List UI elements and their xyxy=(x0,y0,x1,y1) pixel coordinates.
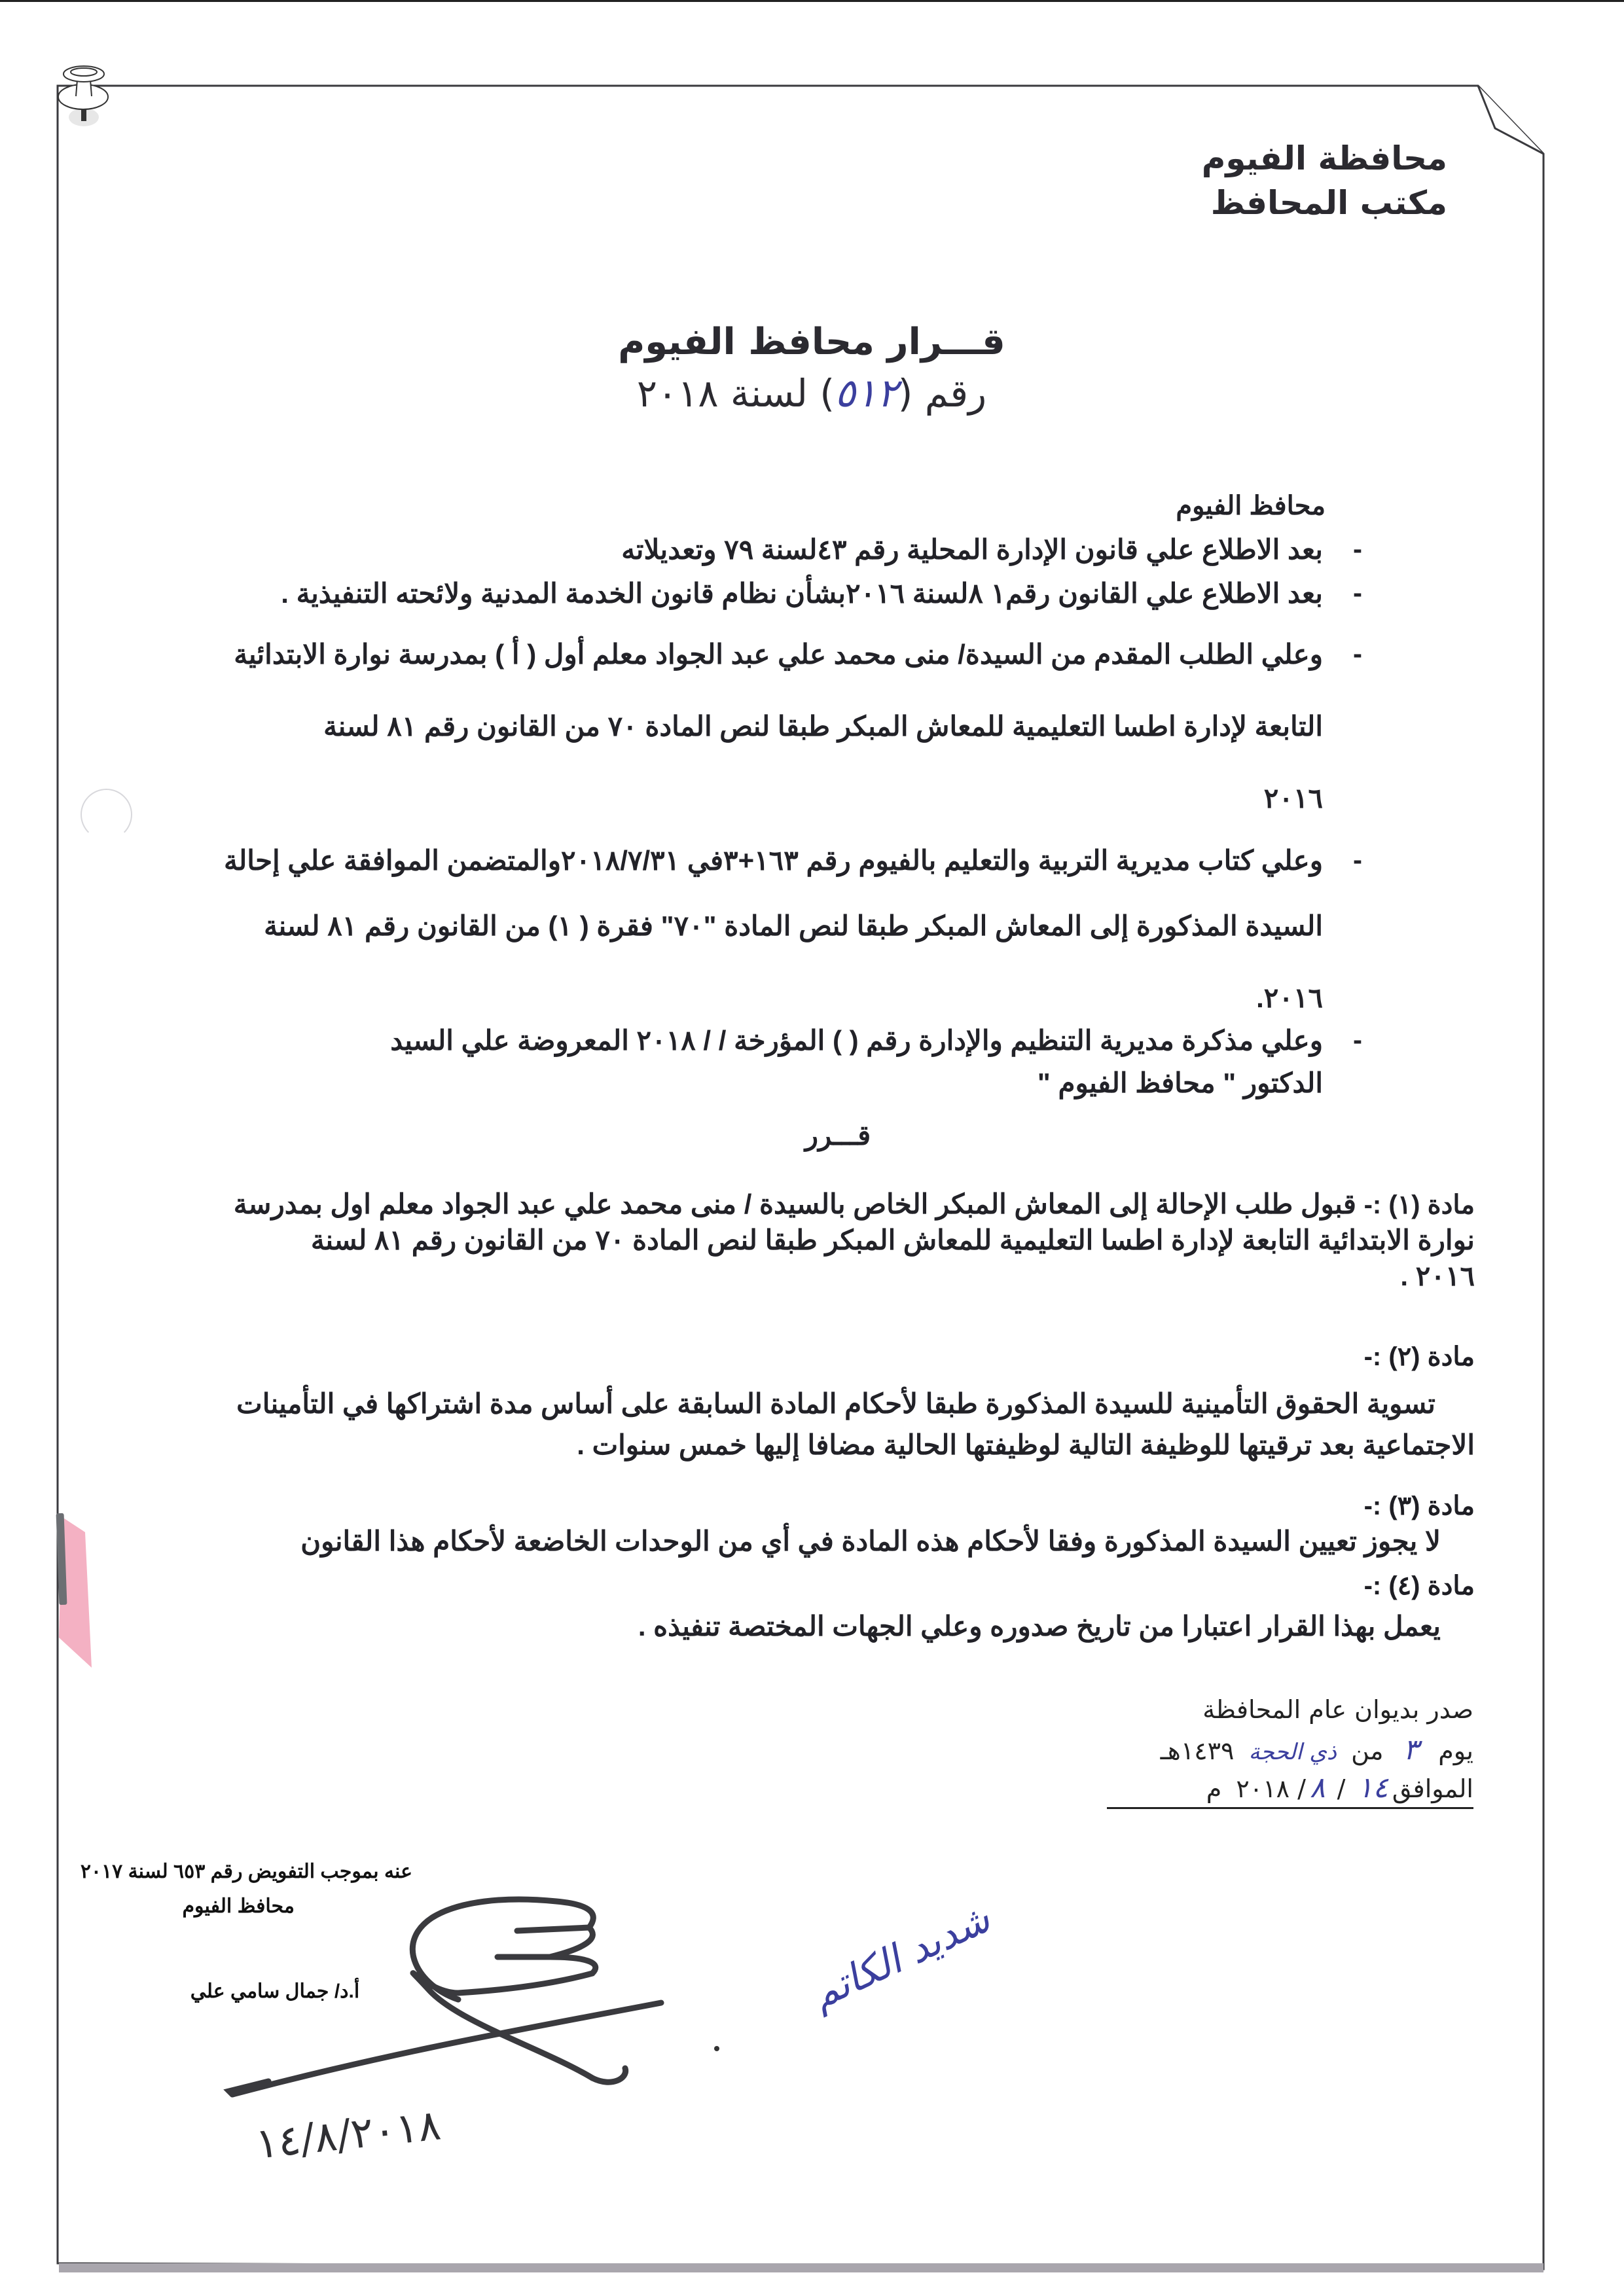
article-line: نوارة الابتدائية التابعة لإدارة اطسا التعليمية للمعاش المبكر طبقا لنص المادة ٧٠ من القانون رقم ٨١ لسنة xyxy=(310,1225,1475,1255)
frame-bottom-shadow xyxy=(59,2263,1543,2272)
article-2 xyxy=(159,1388,1475,1461)
preamble-item xyxy=(145,844,1362,1014)
bullet-dash: - xyxy=(1353,638,1362,669)
preamble-line: وعلي كتاب مديرية التربية والتعليم بالفيوم رقم ١٦٣+٣في ٢٠١٨/٧/٣١والمتضمن الموافقة علي إحالة xyxy=(223,845,1323,876)
push-pin-icon xyxy=(58,66,108,126)
preamble-line: ٢٠١٦. xyxy=(1256,982,1323,1013)
preamble-line: بعد الاطلاع علي القانون رقم١ ٨لسنة ٢٠١٦بشأن نظام قانون الخدمة المدنية ولائحته التنفيذية . xyxy=(281,578,1323,609)
preamble-line: بعد الاطلاع علي قانون الإدارة المحلية رقم ٤٣لسنة ٧٩ وتعديلاته xyxy=(621,534,1323,565)
preamble-line: الدكتور " محافظ الفيوم " xyxy=(1037,1067,1323,1098)
decree-number-line xyxy=(537,370,1087,416)
article-4 xyxy=(638,1610,1441,1642)
date-separator: / xyxy=(1337,1774,1346,1803)
article-line: الاجتماعية بعد ترقيتها للوظيفة التالية لوظيفتها الحالية مضافا إليها خمس سنوات . xyxy=(577,1429,1475,1460)
article-label: مادة (١) :- xyxy=(1363,1191,1475,1219)
article-3 xyxy=(300,1525,1441,1557)
greg-day-handwritten: ١٤ xyxy=(1357,1771,1388,1804)
article-line xyxy=(159,1188,1475,1220)
decree-title: قـــرار محافظ الفيوم xyxy=(618,321,1005,363)
letterhead-governorate: محافظة الفيوم xyxy=(1201,139,1447,177)
preamble-line: التابعة لإدارة اطسا التعليمية للمعاش المبكر طبقا لنص المادة ٧٠ من القانون رقم ٨١ لسنة xyxy=(323,711,1323,742)
signature-handwritten-date: ١٤/٨/٢٠١٨ xyxy=(253,2101,443,2169)
article-line: ٢٠١٦ . xyxy=(1400,1261,1475,1291)
decree-number-prefix: رقم ( xyxy=(897,371,987,416)
decree-number-suffix: ) لسنة ٢٠١٨ xyxy=(636,371,835,416)
preamble-line: ٢٠١٦ xyxy=(1263,783,1323,814)
preamble-item xyxy=(145,1024,1362,1099)
decree-number-handwritten: ٥١٢ xyxy=(835,370,898,416)
greg-suffix: م xyxy=(1206,1774,1222,1803)
hijri-year: ١٤٣٩هـ xyxy=(1160,1736,1235,1765)
issuance-block xyxy=(1107,1695,1473,1809)
bullet-dash: - xyxy=(1353,1024,1362,1055)
punch-hole-mark xyxy=(81,789,132,840)
bullet-dash: - xyxy=(1353,844,1362,875)
issued-at: صدر بديوان عام المحافظة xyxy=(1202,1695,1473,1724)
corresponding-label: الموافق xyxy=(1392,1774,1473,1803)
date-separator: / xyxy=(1297,1774,1306,1803)
hijri-date-line xyxy=(1107,1733,1473,1771)
article-line: يعمل بهذا القرار اعتبارا من تاريخ صدوره وعلي الجهات المختصة تنفيذه . xyxy=(638,1611,1441,1641)
day-label: يوم xyxy=(1438,1736,1473,1765)
greg-year: ٢٠١٨ xyxy=(1236,1774,1290,1803)
preamble-heading: محافظ الفيوم xyxy=(1176,492,1326,520)
from-label: من xyxy=(1351,1736,1384,1765)
preamble-line: السيدة المذكورة إلى المعاش المبكر طبقا لنص المادة "٧٠" فقرة ( ١) من القانون رقم ٨١ لسنة xyxy=(264,910,1323,941)
greg-month-handwritten: ٨ xyxy=(1309,1771,1326,1804)
article-line: لا يجوز تعيين السيدة المذكورة وفقا لأحكام هذه المادة في أي من الوحدات الخاضعة لأحكام هذا القانون xyxy=(300,1526,1441,1556)
blue-handwritten-note: شديد الكاتم xyxy=(804,1895,998,2018)
article-label: مادة (٣) :- xyxy=(1363,1492,1475,1520)
signatory-name: أ.د/ جمال سامي علي xyxy=(190,1981,360,2002)
article-text: قبول طلب الإحالة إلى المعاش المبكر الخاص بالسيدة / منى محمد علي عبد الجواد معلم اول بمدرسة xyxy=(233,1189,1356,1219)
month-handwritten: ذي الحجة xyxy=(1248,1739,1337,1765)
article-label: مادة (٢) :- xyxy=(1363,1342,1475,1371)
preamble-item xyxy=(132,577,1362,609)
decides-heading: قـــرر xyxy=(804,1120,871,1151)
gregorian-date-line xyxy=(1107,1771,1473,1809)
preamble-item xyxy=(145,638,1362,814)
preamble-item xyxy=(132,533,1362,565)
letterhead xyxy=(1202,136,1447,225)
preamble-line: وعلي مذكرة مديرية التنظيم والإدارة رقم ( ) المؤرخة / / ٢٠١٨ المعروضة علي السيد xyxy=(390,1025,1323,1056)
letterhead-office: مكتب المحافظ xyxy=(1210,184,1447,222)
article-label: مادة (٤) :- xyxy=(1363,1571,1475,1600)
article-1 xyxy=(159,1188,1475,1292)
bullet-dash: - xyxy=(1353,533,1362,564)
delegation-line: عنه بموجب التفويض رقم ٦٥٣ لسنة ٢٠١٧ xyxy=(80,1861,412,1882)
bullet-dash: - xyxy=(1353,577,1362,608)
article-line: تسوية الحقوق التأمينية للسيدة المذكورة طبقا لأحكام المادة السابقة على أساس مدة اشتراكها في التأمينات xyxy=(236,1388,1435,1419)
day-handwritten: ٣ xyxy=(1403,1733,1419,1767)
signatory-role: محافظ الفيوم xyxy=(182,1895,295,1917)
preamble-line: وعلي الطلب المقدم من السيدة/ منى محمد علي عبد الجواد معلم أول ( أ ) بمدرسة نوارة الابتدائية xyxy=(234,639,1323,670)
signature-dot xyxy=(714,2046,719,2051)
